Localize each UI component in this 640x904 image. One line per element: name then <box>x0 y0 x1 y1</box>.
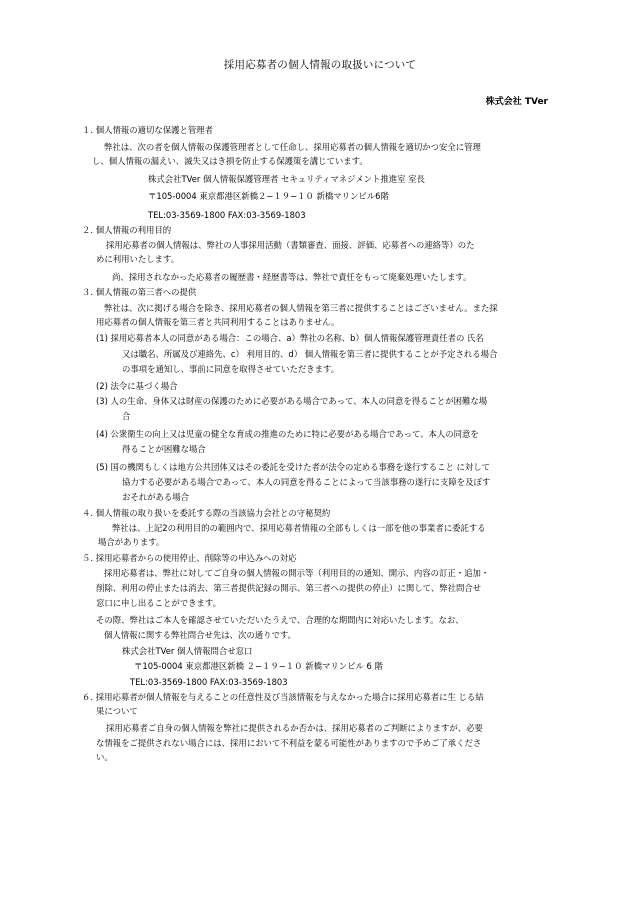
paragraph-line: その際、弊社はご本人を確認させていただいたうえで、合理的な期間内に対応いたします。なお、 <box>96 615 464 625</box>
list-item: (3) 人の生命、身体又は財産の保護のために必要がある場合であって、本人の同意を得ることが困難な場 <box>96 396 488 406</box>
contact-line: 〒105-0004 東京都港区新橋 ２−１９−１０ 新橋マリンビル 6 階 <box>134 661 383 671</box>
paragraph-line: 採用応募者は、弊社に対してご自身の個人情報の開示等（利用目的の通知、開示、内容の訂正・追加・ <box>104 568 490 578</box>
list-item: (4) 公衆衛生の向上又は児童の健全な育成の推進のために特に必要がある場合であって、本人の同意を <box>96 429 479 439</box>
section-heading-continued: 果について <box>96 706 138 716</box>
contact-line: TEL:03-3569-1800 FAX:03-3569-1803 <box>130 677 288 687</box>
list-item-continued: おそれがある場合 <box>122 492 189 502</box>
paragraph-line: めに利用いたします。 <box>96 254 180 264</box>
section-heading-5: ５. 採用応募者からの使用停止、削除等の申込みへの対応 <box>82 553 297 563</box>
list-item-continued: 協力する必要がある場合であって、本人の同意を得ることによって当該事務の遂行に支障を及ぼす <box>122 477 491 487</box>
paragraph-line: 弊社は、次の者を個人情報の保護管理者として任命し、採用応募者の個人情報を適切かつ安全に管理 <box>104 142 481 152</box>
paragraph-line: 弊社は、上記2の利用目的の範囲内で、採用応募者情報の全部もしくは一部を他の事業者に委託する <box>112 523 486 533</box>
paragraph-line: 尚、採用されなかった応募者の履歴書・経歴書等は、弊社で責任をもって廃棄処理いたします。 <box>112 272 472 282</box>
contact-line: 〒105-0004 東京都港区新橋２−１９−１０ 新橋マリンビル6階 <box>148 191 389 201</box>
paragraph-line: 場合があります。 <box>98 537 165 547</box>
paragraph-line: な情報をご提供されない場合には、採用において不利益を蒙る可能性がありますので予めご了承くださ <box>96 738 482 748</box>
list-item-continued: 得ることが困難な場合 <box>122 444 206 454</box>
section-heading-3: ３. 個人情報の第三者への提供 <box>82 287 197 297</box>
contact-line: 株式会社TVer 個人情報問合せ窓口 <box>122 646 253 656</box>
paragraph-line: 採用応募者の個人情報は、弊社の人事採用活動（書類審査、面接、評価、応募者への連絡等）のた <box>106 240 475 250</box>
list-item: (5) 国の機関もしくは地方公共団体又はその委託を受けた者が法令の定める事務を遂行すること に対して <box>96 462 491 472</box>
list-item: (1) 採用応募者本人の同意がある場合：この場合、a）弊社の名称、b）個人情報保護管理責任者の 氏名 <box>96 333 484 343</box>
paragraph-line: 個人情報に関する弊社問合せ先は、次の通りです。 <box>104 630 296 640</box>
paragraph-line: し、個人情報の漏えい、滅失又はき損を防止する保護策を講じています。 <box>92 156 368 166</box>
section-heading-4: ４. 個人情報の取り扱いを委託する際の当該協力会社との守秘契約 <box>82 508 331 518</box>
section-heading-1: １. 個人情報の適切な保護と管理者 <box>82 125 213 135</box>
list-item-continued: 合 <box>122 411 131 421</box>
contact-line: 株式会社TVer 個人情報保護管理者 セキュリティマネジメント推進室 室長 <box>148 174 425 184</box>
list-item: (2) 法令に基づく場合 <box>96 381 178 391</box>
paragraph-line: 削除、利用の停止または消去、第三者提供記録の開示、第三者への提供の停止）に関して、弊社問合せ <box>96 583 482 593</box>
list-item-continued: 又は職名、所属及び連絡先、c） 利用目的、d） 個人情報を第三者に提供することが予定される場合 <box>122 349 498 359</box>
document-title: 採用応募者の個人情報の取扱いについて <box>223 59 417 71</box>
paragraph-line: い。 <box>96 752 113 762</box>
contact-line: TEL:03-3569-1800 FAX:03-3569-1803 <box>148 210 306 220</box>
paragraph-line: 窓口に申し出ることができます。 <box>96 598 221 608</box>
section-heading-6: ６. 採用応募者が個人情報を与えることの任意性及び当該情報を与えなかった場合に採用応募者に生 じる結 <box>82 692 484 702</box>
section-heading-2: ２. 個人情報の利用目的 <box>82 225 172 235</box>
paragraph-line: 弊社は、次に掲げる場合を除き、採用応募者の個人情報を第三者に提供することはございません。また採 <box>104 303 498 313</box>
paragraph-line: 採用応募者ご自身の個人情報を弊社に提供されるか否かは、採用応募者のご判断によりますが、必要 <box>106 723 483 733</box>
paragraph-line: 用応募者の個人情報を第三者と共同利用することはありません。 <box>96 317 340 327</box>
company-name: 株式会社 TVer <box>485 97 548 107</box>
list-item-continued: の事項を通知し、事前に同意を取得させていただきます。 <box>122 364 340 374</box>
